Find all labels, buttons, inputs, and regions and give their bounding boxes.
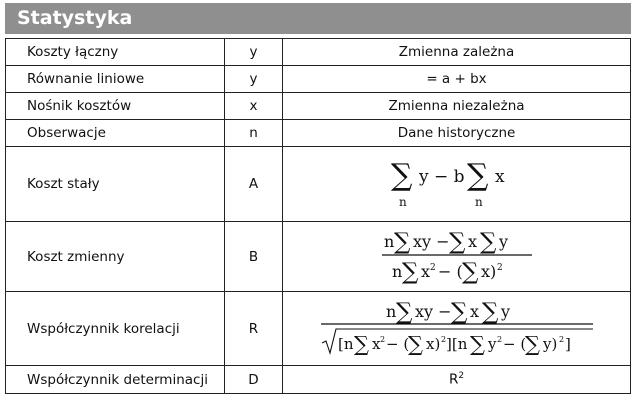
panel-title: Statystyka (5, 3, 631, 34)
row-value: Zmienna niezależna (283, 93, 631, 120)
svg-text:[n: [n (337, 334, 354, 353)
row-symbol: B (225, 222, 283, 292)
svg-text:∑: ∑ (407, 331, 423, 356)
table-row (6, 147, 631, 222)
table-row (6, 292, 631, 366)
row-symbol: A (225, 147, 283, 222)
table-row (6, 66, 631, 93)
row-name: Koszty łączny (6, 39, 225, 66)
row-name: Obserwacje (6, 120, 225, 147)
svg-text:x: x (494, 167, 505, 187)
svg-text:n: n (398, 195, 407, 209)
row-symbol: y (225, 66, 283, 93)
svg-text:x: x (467, 231, 477, 251)
svg-text:y: y (498, 231, 508, 251)
svg-text:2: 2 (496, 262, 503, 273)
svg-text:∑: ∑ (393, 228, 410, 255)
svg-text:∑: ∑ (524, 331, 540, 356)
svg-text:∑: ∑ (448, 228, 465, 255)
svg-text:∑: ∑ (390, 158, 412, 193)
svg-text:y: y (500, 301, 510, 321)
svg-text:xy −: xy − (412, 231, 450, 251)
svg-text:xy −: xy − (414, 301, 452, 321)
svg-text:2: 2 (558, 334, 564, 344)
svg-text:]: ] (564, 334, 571, 353)
table-row (6, 93, 631, 120)
row-name: Współczynnik determinacji (6, 366, 225, 394)
svg-text:∑: ∑ (479, 228, 496, 255)
row-value: Dane historyczne (283, 120, 631, 147)
svg-text:2: 2 (496, 334, 502, 344)
svg-text:n: n (474, 195, 483, 209)
svg-text:∑: ∑ (466, 158, 488, 193)
svg-text:∑: ∑ (450, 298, 467, 325)
svg-text:∑: ∑ (353, 331, 369, 356)
variable-cost-formula (283, 222, 631, 292)
determination-base: R (448, 371, 459, 388)
statistics-panel (5, 3, 631, 398)
svg-text:n: n (383, 231, 394, 251)
table-row (6, 222, 631, 292)
svg-text:y: y (487, 334, 496, 353)
table-row (6, 39, 631, 66)
svg-text:x: x (469, 301, 479, 321)
determination-exponent: 2 (458, 371, 465, 382)
row-value: = a + bx (283, 66, 631, 93)
svg-text:∑: ∑ (395, 298, 412, 325)
row-name: Nośnik kosztów (6, 93, 225, 120)
svg-text:n: n (391, 261, 402, 281)
svg-text:∑: ∑ (461, 258, 478, 285)
row-name: Koszt zmienny (6, 222, 225, 292)
svg-text:2: 2 (440, 334, 446, 344)
row-value: Zmienna zależna (283, 39, 631, 66)
row-value (283, 366, 631, 394)
correlation-formula (283, 292, 631, 366)
svg-text:y − b: y − b (418, 167, 465, 187)
svg-text:y): y) (542, 334, 557, 353)
svg-text:− (: − ( (385, 334, 409, 353)
svg-text:∑: ∑ (401, 258, 418, 285)
row-symbol: y (225, 39, 283, 66)
row-symbol: x (225, 93, 283, 120)
svg-text:∑: ∑ (469, 331, 485, 356)
svg-text:][n: ][n (445, 334, 467, 353)
svg-text:x: x (420, 261, 430, 281)
svg-text:− (: − ( (437, 261, 463, 281)
row-name: Równanie liniowe (6, 66, 225, 93)
row-symbol: R (225, 292, 283, 366)
svg-text:x): x) (480, 261, 496, 281)
svg-text:− (: − ( (502, 334, 526, 353)
table-row (6, 120, 631, 147)
fixed-cost-formula (283, 147, 631, 222)
row-name: Koszt stały (6, 147, 225, 222)
svg-text:2: 2 (379, 334, 385, 344)
row-symbol: D (225, 366, 283, 394)
statistics-table (5, 38, 631, 394)
variable-cost-formula-svg (382, 224, 532, 286)
correlation-formula-svg (321, 295, 593, 359)
svg-text:n: n (385, 301, 396, 321)
svg-text:x: x (371, 334, 380, 353)
svg-text:x): x) (425, 334, 440, 353)
table-row (6, 366, 631, 394)
row-symbol: n (225, 120, 283, 147)
svg-text:∑: ∑ (481, 298, 498, 325)
svg-text:2: 2 (429, 262, 436, 273)
row-name: Współczynnik korelacji (6, 292, 225, 366)
fixed-cost-formula-svg (387, 151, 527, 213)
